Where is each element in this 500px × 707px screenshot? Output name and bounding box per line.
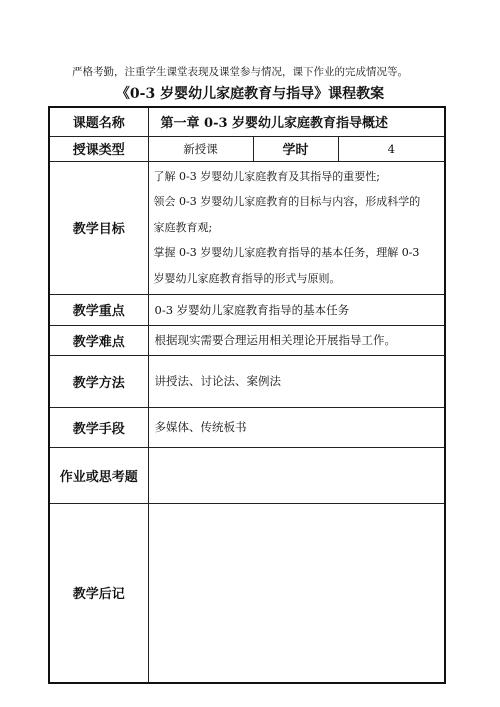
- top-note: 严格考勤，注重学生课堂表现及课堂参与情况，课下作业的完成情况等。: [72, 66, 408, 78]
- homework-value: [148, 447, 445, 503]
- objective-line: 了解 0-3 岁婴幼儿家庭教育及其指导的重要性;: [153, 169, 380, 183]
- homework-label: 作业或思考题: [49, 447, 148, 503]
- row-homework: [49, 447, 445, 503]
- document-title: 《0-3 岁婴幼儿家庭教育与指导》课程教案: [115, 86, 385, 102]
- difficulties-value: 根据现实需要合理运用相关理论开展指导工作。: [148, 325, 445, 355]
- type-value: 新授课: [148, 136, 253, 161]
- objective-line: 岁婴幼儿家庭教育指导的形式与原则。: [153, 271, 341, 285]
- objective-line: 掌握 0-3 岁婴幼儿家庭教育指导的基本任务，理解 0-3: [153, 246, 420, 260]
- hours-value: 4: [338, 136, 445, 161]
- course-name-label: 课题名称: [49, 107, 148, 136]
- objectives-label: 教学目标: [49, 161, 148, 294]
- row-reflection: [49, 503, 445, 683]
- objective-line: 家庭教育观;: [153, 220, 213, 234]
- key-points-label: 教学重点: [49, 294, 148, 325]
- reflection-label: 教学后记: [49, 503, 148, 683]
- type-label: 授课类型: [49, 136, 148, 161]
- row-type: [49, 136, 445, 161]
- course-name-value: 第一章 0-3 岁婴幼儿家庭教育指导概述: [148, 107, 445, 136]
- lesson-plan-table: [48, 106, 446, 684]
- objective-line: 领会 0-3 岁婴幼儿家庭教育的目标与内容，形成科学的: [153, 195, 421, 209]
- hours-label: 学时: [253, 136, 338, 161]
- row-course-name: [49, 107, 445, 136]
- row-key-points: [49, 294, 445, 325]
- row-means: [49, 407, 445, 447]
- means-value: 多媒体、传统板书: [148, 407, 445, 447]
- row-objectives: [49, 161, 445, 294]
- methods-value: 讲授法、讨论法、案例法: [148, 355, 445, 407]
- reflection-value: [148, 503, 445, 683]
- means-label: 教学手段: [49, 407, 148, 447]
- key-points-value: 0-3 岁婴幼儿家庭教育指导的基本任务: [148, 294, 445, 325]
- methods-label: 教学方法: [49, 355, 148, 407]
- difficulties-label: 教学难点: [49, 325, 148, 355]
- objectives-value: [148, 161, 445, 294]
- row-difficulties: [49, 325, 445, 355]
- row-methods: [49, 355, 445, 407]
